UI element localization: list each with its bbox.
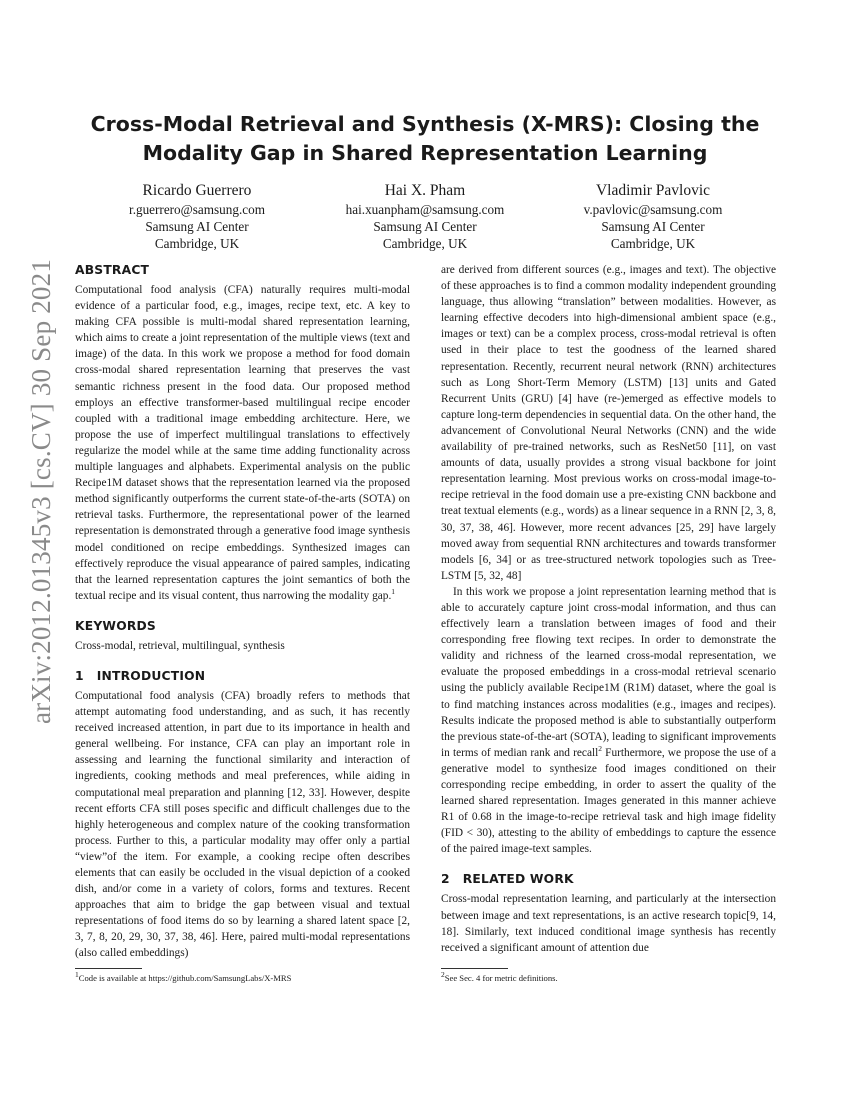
paper-title: Cross-Modal Retrieval and Synthesis (X-MRS): Closing the Modality Gap in Shared Representation Learning (90, 112, 760, 165)
footnote-mark: 2 (598, 744, 603, 754)
intro-paragraph-left: Computational food analysis (CFA) broadly refers to methods that attempt automating food understanding, and as such, it has recently received increased attention, in part due to its importance in health and general wellbeing. For instance, CFA can play an important role in assessing and learning the functional similarity and interaction of ingredients, cooking methods and meal preferences, while aiding in computational meal preparation and planning [12, 33]. However, despite recent efforts CFA still poses specific and difficult challenges due to the highly heterogeneous and complex nature of the cooking transformation process. Further to this, a particular modality may offer only a partial “view”of the item. For example, a cooking recipe often describes elements that can easily be occluded in the visual depiction of a cooked dish, and/or come in a variety of colors, forms and textures. Recent approaches that aim to bridge the gap between visual and textual representations of food items do so by learning a shared latent space [2, 3, 7, 8, 20, 29, 30, 37, 38, 46]. Here, paired multi-modal representations (also called embeddings) (75, 689, 410, 960)
keywords-heading: KEYWORDS (75, 618, 156, 633)
footnote-left (75, 970, 292, 984)
author-name: Vladimir Pavlovic (595, 182, 711, 199)
footnote-rule-right (441, 968, 508, 969)
footnote-mark: 2 (441, 970, 445, 980)
section-number: 1 (75, 668, 84, 683)
author-affiliation: Samsung AI Center (373, 219, 477, 234)
author-email: hai.xuanpham@samsung.com (345, 202, 505, 217)
footnote-rule-left (75, 968, 142, 969)
intro-paragraph-2 (441, 584, 776, 858)
author-block-1 (77, 181, 317, 252)
arxiv-id-text: arXiv:2012.01345v3 [cs.CV] 30 Sep 2021 (26, 258, 57, 724)
author-name: Ricardo Guerrero (142, 182, 252, 199)
intro-paragraph-right: are derived from different sources (e.g., images and text). The objective of these approaches is to find a common modality independent grounding language, thus allowing “translation” between modalities. However, as learning effective decoders into high-dimensional ambient space (e.g., images or text) can be a complex process, cross-modal retrieval is often used in their place to test the goodness of the learned shared representation. Recently, recurrent neural network (RNN) architectures such as Long Short-Term Memory (LSTM) [13] units and Gated Recurrent Units (GRU) [4] have (re-)emerged as effective models to capture long-term dependencies in sequential data. On the other hand, the advancement of Convolutional Neural Networks (CNN) and the wide availability of pre-trained networks, such as ResNet50 [11], on vast amounts of data, usually provides a strong visual backbone for joint representation learning. Most previous works on cross-modal image-to-recipe retrieval in the food domain use a pre-existing CNN backbone and treat textual elements (e.g., words) as a linear sequence in a RNN [2, 3, 8, 30, 37, 38, 46]. However, more recent advances [25, 29] have largely moved away from sequential RNN architectures and towards transformer models [6, 34] or as tree-structured network topologies such as Tree-LSTM [5, 32, 48] (441, 264, 776, 582)
section-title: INTRODUCTION (96, 668, 206, 683)
footnote-text: See Sec. 4 for metric definitions. (444, 973, 558, 983)
footnote-mark: 1 (391, 587, 396, 596)
author-location: Cambridge, UK (154, 236, 240, 251)
left-column (75, 262, 410, 962)
author-affiliation: Samsung AI Center (145, 219, 249, 234)
footnote-text: Code is available at https://github.com/SamsungLabs/X-MRS (78, 973, 292, 983)
related-work-heading (441, 871, 776, 887)
abstract-heading: ABSTRACT (75, 263, 150, 277)
author-block-2 (305, 181, 545, 252)
footnote-mark: 1 (75, 970, 79, 980)
right-column (441, 262, 776, 956)
related-work-text: Cross-modal representation learning, and particularly at the intersection between image and text representations, is an active research topic[9, 14, 18]. Similarly, text induced conditional image synthesis has recently received a significant amount of attention due (441, 893, 776, 954)
keywords-text: Cross-modal, retrieval, multilingual, synthesis (75, 639, 285, 652)
author-location: Cambridge, UK (610, 236, 696, 251)
footnote-right (441, 970, 558, 984)
section-title: RELATED WORK (462, 872, 574, 887)
abstract-text (75, 282, 410, 604)
author-email: v.pavlovic@samsung.com (583, 202, 723, 217)
author-name: Hai X. Pham (384, 182, 466, 199)
arxiv-stamp (22, 258, 62, 724)
author-block-3 (533, 181, 773, 252)
intro-p2-continuation: Furthermore, we propose the use of a generative model to synthesize food images conditioned on their corresponding recipe embedding, in order to assert the quality of the learned shared representation. Images generated in this manner achieve R1 of 0.68 in the image-to-recipe retrieval task and high image fidelity (FID < 30), attesting to the ability of embeddings to capture the essence of the paired image-text samples. (441, 746, 776, 856)
author-affiliation: Samsung AI Center (601, 219, 705, 234)
abstract-body: Computational food analysis (CFA) naturally requires multi-modal evidence of a particular food, e.g., images, recipe text, etc. A key to making CFA possible is multi-modal shared representation learning, which aims to create a joint representation of the multiple views (text and image) of the data. In this work we propose a method for food domain cross-modal shared representation learning that preserves the vast semantic richness present in the food data. Our proposed method employs an effective transformer-based multilingual recipe encoder coupled with a traditional image embedding architecture. Here, we propose the use of imperfect multilingual translations to effectively regularize the model while at the same time adding functionality across multiple languages and alphabets. Experimental analysis on the public Recipe1M dataset shows that the representation learned via the proposed method significantly outperforms the current state-of-the-arts (SOTA) on retrieval tasks. Furthermore, the representational power of the learned representation is demonstrated through a generative food image synthesis model conditioned on recipe embeddings. Synthesized images can effectively reproduce the visual appearance of paired samples, indicating that the learned representation captures the joint semantics of both the textual recipe and its visual content, thus narrowing the modality gap. (75, 284, 410, 602)
introduction-heading (75, 668, 410, 684)
author-email: r.guerrero@samsung.com (129, 202, 265, 217)
section-number: 2 (441, 872, 450, 887)
author-location: Cambridge, UK (382, 236, 468, 251)
intro-p2-body: In this work we propose a joint representation learning method that is able to accurately capture joint cross-modal information, and thus can effectively learn a translation between images of food and their corresponding free flowing text recipes. In order to demonstrate the validity and richness of the learned cross-modal representation, we evaluate the proposed embeddings in a cross-modal retrieval scenario using the publicly available Recipe1M (R1M) dataset, where the goal is to find matching instances across modalities (e.g., images and recipes). Results indicate the proposed method is able to substantially outperform the previous state-of-the-art (SOTA), leading to significant improvements in terms of median rank and recall (441, 585, 776, 759)
